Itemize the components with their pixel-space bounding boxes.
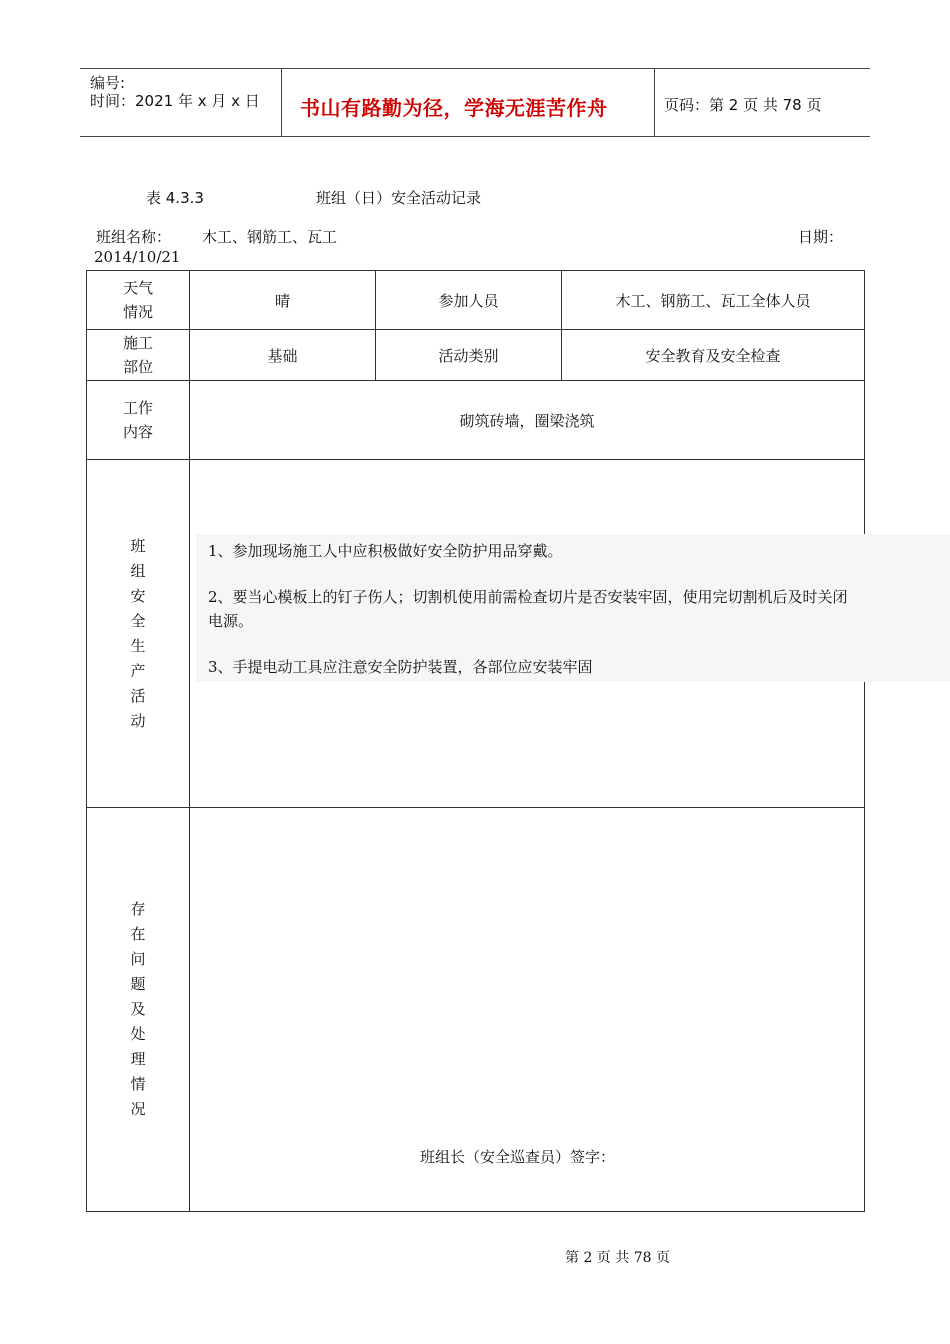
problems-content [190, 808, 865, 1212]
problems-label-char: 理 [130, 1050, 146, 1068]
problems-row [87, 808, 865, 1212]
safety-activity-label-char: 动 [130, 711, 146, 730]
problems-label-char: 处 [130, 1025, 146, 1043]
safety-activity-box [196, 534, 950, 682]
team-name-label: 班组名称： [96, 228, 172, 246]
safety-activity-label-char: 全 [130, 611, 146, 630]
document-time: 时间：2021 年 x 月 x 日 [90, 92, 260, 110]
header-divider-right [654, 68, 655, 136]
header-bottom-rule [80, 136, 870, 137]
problems-label-char: 在 [130, 925, 146, 943]
signature-label: 班组长（安全巡查员）签字： [420, 1148, 616, 1166]
team-name-value: 木工、钢筋工、瓦工 [202, 228, 338, 246]
location-label [87, 330, 190, 381]
weather-label [87, 271, 190, 330]
weather-label-line1: 天气 [122, 279, 153, 297]
safety-item-3: 3、手提电动工具应注意安全防护装置，各部位应安装牢固 [208, 658, 593, 676]
safety-activity-content [190, 460, 865, 808]
participants-value: 木工、钢筋工、瓦工全体人员 [562, 271, 865, 330]
safety-item-1: 1、参加现场施工人中应积极做好安全防护用品穿戴。 [208, 542, 563, 560]
date-value: 2014/10/21 [94, 248, 181, 266]
safety-activity-label [87, 460, 190, 808]
document-number-label: 编号: [90, 74, 126, 92]
activity-type-value: 安全教育及安全检查 [562, 330, 865, 381]
safety-item-2: 2、要当心模板上的钉子伤人；切割机使用前需检查切片是否安装牢固，使用完切割机后及时关闭电源。 [208, 588, 848, 630]
safety-activity-label-char: 活 [130, 686, 146, 705]
problems-label-chars [87, 897, 189, 1122]
header-divider-left [281, 68, 282, 136]
safety-activity-label-char: 安 [130, 586, 146, 605]
problems-label-char: 况 [130, 1100, 146, 1118]
location-value: 基础 [190, 330, 376, 381]
safety-activity-table [86, 270, 865, 1212]
participants-label: 参加人员 [376, 271, 562, 330]
safety-activity-label-char: 生 [130, 636, 146, 655]
header-page-info: 页码：第 2 页 共 78 页 [664, 96, 822, 114]
safety-activity-label-char: 产 [130, 661, 146, 680]
safety-activity-label-char: 班 [130, 536, 146, 555]
work-content-row [87, 381, 865, 460]
date-label: 日期： [798, 228, 844, 246]
header-motto: 书山有路勤为径，学海无涯苦作舟 [300, 96, 608, 120]
problems-label-char: 题 [130, 975, 146, 993]
work-label-line1: 工作 [122, 399, 153, 417]
location-label-line1: 施工 [122, 334, 153, 352]
weather-row [87, 271, 865, 330]
header-top-rule [80, 68, 870, 69]
problems-label-char: 存 [130, 900, 146, 918]
work-label-line2: 内容 [122, 423, 153, 441]
safety-activity-label-chars [87, 534, 189, 734]
problems-label-char: 情 [130, 1075, 146, 1093]
record-title: 班组（日）安全活动记录 [316, 189, 482, 207]
activity-type-label: 活动类别 [376, 330, 562, 381]
location-label-line2: 部位 [122, 358, 153, 376]
location-row [87, 330, 865, 381]
work-content-label [87, 381, 190, 460]
work-content-value: 砌筑砖墙，圈梁浇筑 [190, 381, 865, 460]
safety-activity-label-char: 组 [130, 561, 146, 580]
problems-label-char: 及 [130, 1000, 146, 1018]
footer-page-number: 第 2 页 共 78 页 [565, 1250, 670, 1266]
table-number: 表 4.3.3 [146, 189, 204, 207]
weather-value: 晴 [190, 271, 376, 330]
safety-activity-row [87, 460, 865, 808]
weather-label-line2: 情况 [122, 303, 153, 321]
problems-label-char: 问 [130, 950, 146, 968]
problems-label [87, 808, 190, 1212]
